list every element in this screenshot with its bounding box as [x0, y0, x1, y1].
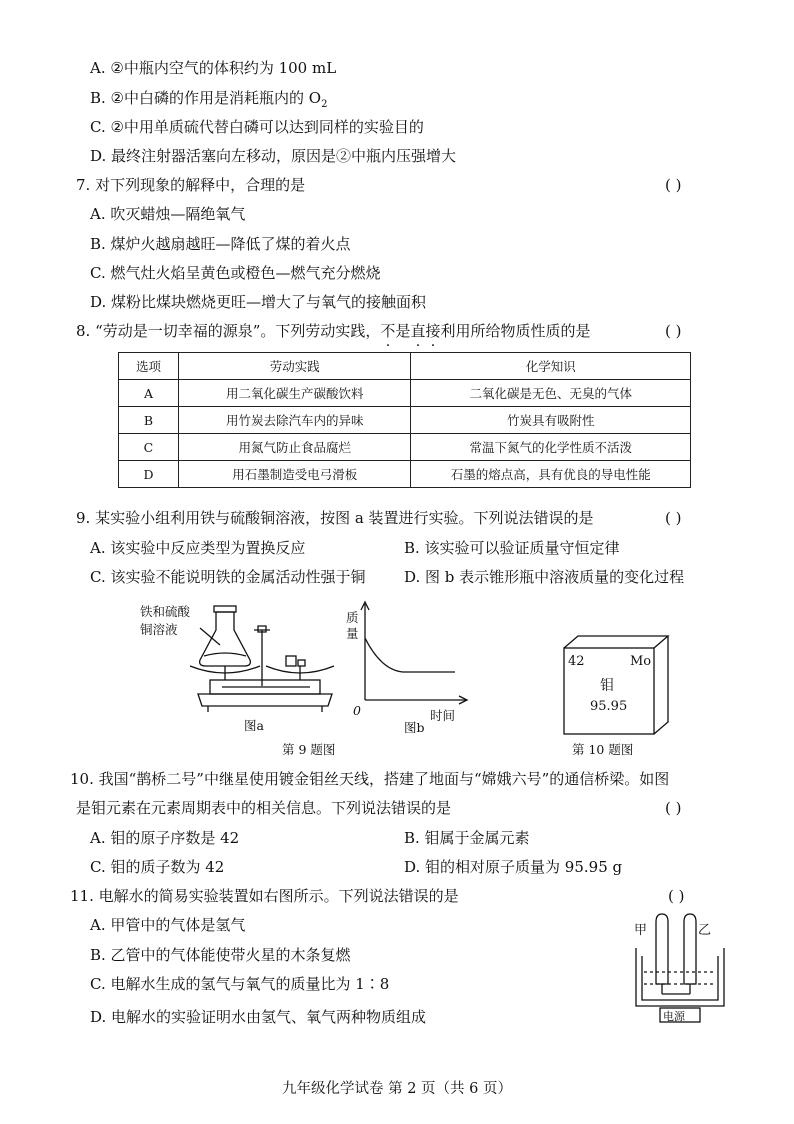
table-cell: 二氧化碳是无色、无臭的气体 [411, 380, 691, 407]
element-name: 钼 [600, 678, 614, 694]
table-header-cell: 选项 [119, 353, 179, 380]
q10-option-b: B. 钼属于金属元素 [404, 829, 530, 847]
element-atomic-number: 42 [568, 654, 585, 669]
q6-option-b-text: B. ②中白磷的作用是消耗瓶内的 O [90, 89, 322, 107]
tube-label-right: 乙 [698, 923, 712, 938]
tube-label-left: 甲 [634, 923, 648, 938]
q8-stem-emphasis-2: 直 [410, 322, 426, 340]
table-cell: D [119, 461, 179, 488]
balance-apparatus-figure [150, 600, 340, 720]
q6-option-c: C. ②中用单质硫代替白磷可以达到同样的实验目的 [90, 118, 424, 136]
q9-option-d: D. 图 b 表示锥形瓶中溶液质量的变化过程 [404, 568, 685, 586]
q10-option-c: C. 钼的质子数为 42 [90, 858, 225, 876]
table-cell: 石墨的熔点高，具有优良的导电性能 [411, 461, 691, 488]
table-row [119, 434, 691, 461]
q6-option-d: D. 最终注射器活塞向左移动，原因是②中瓶内压强增大 [90, 147, 457, 165]
table-cell: 常温下氮气的化学性质不活泼 [411, 434, 691, 461]
page-footer: 九年级化学试卷 第 2 页（共 6 页） [282, 1081, 512, 1097]
graph-origin-label: 0 [353, 703, 361, 718]
table-cell: 用氮气防止食品腐烂 [178, 434, 411, 461]
table-cell: 用竹炭去除汽车内的异味 [178, 407, 411, 434]
table-header-row [119, 353, 691, 380]
graph-y-axis-label-2: 量 [346, 626, 359, 641]
q11-option-d: D. 电解水的实验证明水由氢气、氧气两种物质组成 [90, 1008, 427, 1026]
q10-answer-paren: ( ) [665, 799, 682, 817]
q9-figure-caption: 第 9 题图 [282, 742, 336, 757]
molybdenum-element-cell [562, 634, 672, 736]
q8-stem-pre: 8. “劳动是一切幸福的源泉”。下列劳动实践， [76, 322, 381, 340]
q9-option-c: C. 该实验不能说明铁的金属活动性强于铜 [90, 568, 366, 586]
q7-option-d: D. 煤粉比煤块燃烧更旺—增大了与氧气的接触面积 [90, 293, 427, 311]
table-cell: 用二氧化碳生产碳酸饮料 [178, 380, 411, 407]
q6-option-a: A. ②中瓶内空气的体积约为 100 mL [90, 59, 337, 77]
q8-stem-emphasis-3: 接 [425, 322, 441, 340]
q7-option-a: A. 吹灭蜡烛—隔绝氧气 [90, 205, 246, 223]
table-header-cell: 化学知识 [411, 353, 691, 380]
graph-x-axis-label: 时间 [430, 708, 456, 723]
fig-a-label-line2: 铜溶液 [140, 622, 178, 637]
table-cell: 用石墨制造受电弓滑板 [178, 461, 411, 488]
table-row [119, 380, 691, 407]
q8-stem-mid: 是 [395, 322, 411, 340]
q8-stem-post: 利用所给物质性质的是 [440, 322, 591, 340]
fig-a-label-line1: 铁和硫酸 [140, 604, 191, 619]
mass-time-graph [355, 600, 475, 715]
fig-b-caption: 图b [404, 720, 425, 735]
table-cell: A [119, 380, 179, 407]
q10-option-d: D. 钼的相对原子质量为 95.95 g [404, 858, 623, 876]
q7-answer-paren: ( ) [665, 176, 682, 194]
q10-stem-line1: 10. 我国“鹊桥二号”中继星使用镀金钼丝天线，搭建了地面与“嫦娥六号”的通信桥梁。如图 [70, 770, 670, 788]
q11-option-a: A. 甲管中的气体是氢气 [90, 916, 246, 934]
q6-option-b [90, 87, 327, 116]
q10-figure-caption: 第 10 题图 [572, 742, 634, 757]
q10-option-a: A. 钼的原子序数是 42 [90, 829, 240, 847]
q8-answer-paren: ( ) [665, 322, 682, 340]
q8-table [118, 352, 691, 488]
table-row [119, 461, 691, 488]
q8-stem [76, 320, 591, 342]
table-cell: 竹炭具有吸附性 [411, 407, 691, 434]
table-row [119, 407, 691, 434]
table-header-cell: 劳动实践 [178, 353, 411, 380]
q9-option-b: B. 该实验可以验证质量守恒定律 [404, 539, 620, 557]
table-cell: C [119, 434, 179, 461]
q10-stem-line2: 是钼元素在元素周期表中的相关信息。下列说法错误的是 [76, 799, 452, 817]
fig-a-caption: 图a [244, 718, 264, 733]
table-cell: B [119, 407, 179, 434]
q11-answer-paren: ( ) [668, 887, 685, 905]
q11-stem: 11. 电解水的简易实验装置如右图所示。下列说法错误的是 [70, 887, 459, 905]
q9-answer-paren: ( ) [665, 509, 682, 527]
q9-option-a: A. 该实验中反应类型为置换反应 [90, 539, 306, 557]
q8-stem-emphasis-1: 不 [380, 322, 396, 340]
q7-option-c: C. 燃气灶火焰呈黄色或橙色—燃气充分燃烧 [90, 264, 381, 282]
q9-stem: 9. 某实验小组利用铁与硫酸铜溶液，按图 a 装置进行实验。下列说法错误的是 [76, 509, 594, 527]
element-symbol: Mo [630, 654, 652, 669]
q11-option-b: B. 乙管中的气体能使带火星的木条复燃 [90, 946, 351, 964]
q11-option-c: C. 电解水生成的氢气与氧气的质量比为 1∶8 [90, 975, 390, 993]
power-supply-label: 电源 [663, 1010, 685, 1023]
q7-option-b: B. 煤炉火越扇越旺—降低了煤的着火点 [90, 235, 351, 253]
q6-option-b-subscript: 2 [321, 99, 328, 110]
q7-stem: 7. 对下列现象的解释中，合理的是 [76, 176, 306, 194]
element-atomic-mass: 95.95 [590, 699, 628, 714]
graph-y-axis-label-1: 质 [346, 610, 359, 625]
